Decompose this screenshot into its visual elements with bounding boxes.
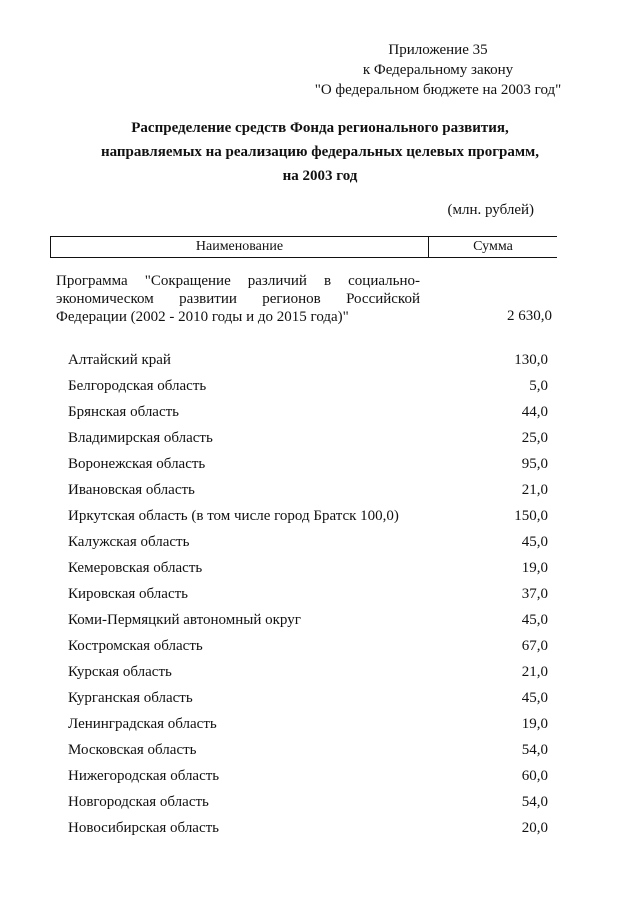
region-name: Алтайский край [68,352,171,368]
header-name: Наименование [51,237,429,257]
region-name: Белгородская область [68,378,207,394]
table-row [0,820,640,840]
table-row [0,664,640,684]
appendix-reference [308,40,568,100]
table-row [0,482,640,502]
region-sum: 67,0 [521,638,548,654]
table-row [0,508,640,528]
region-sum: 19,0 [521,560,548,576]
region-sum: 44,0 [521,404,548,420]
region-sum: 25,0 [521,430,548,446]
table-row [0,768,640,788]
table-row [0,430,640,450]
region-sum: 45,0 [521,534,548,550]
region-sum: 5,0 [529,378,548,394]
region-sum: 130,0 [514,352,548,368]
table-row [0,560,640,580]
region-name: Брянская область [68,404,180,420]
region-sum: 150,0 [514,508,548,524]
region-sum: 54,0 [521,794,548,810]
region-name: Новгородская область [68,794,209,810]
table-row [0,404,640,424]
table-row [0,716,640,736]
unit-label: (млн. рублей) [447,202,534,218]
table-row [0,456,640,476]
region-sum: 54,0 [521,742,548,758]
region-name: Курганская область [68,690,193,706]
appendix-line-3: "О федеральном бюджете на 2003 год" [314,82,562,98]
region-sum: 21,0 [521,482,548,498]
region-name: Коми-Пермяцкий автономный округ [68,612,301,628]
region-sum: 60,0 [521,768,548,784]
region-name: Ивановская область [68,482,195,498]
table-row [0,534,640,554]
table-row [0,794,640,814]
region-name: Костромская область [68,638,203,654]
header-sum: Сумма [473,239,513,254]
region-sum: 95,0 [521,456,548,472]
table-header [50,236,557,258]
table-row [0,638,640,658]
region-name: Нижегородская область [68,768,220,784]
table-row [0,378,640,398]
title-line-3: на 2003 год [282,168,358,184]
region-name: Ленинградская область [68,716,217,732]
region-name: Кировская область [68,586,189,602]
region-name: Владимирская область [68,430,213,446]
table-row [0,742,640,762]
table-row [0,352,640,372]
region-sum: 45,0 [521,690,548,706]
document-title [60,116,580,188]
region-sum: 21,0 [521,664,548,680]
region-name: Кемеровская область [68,560,203,576]
region-sum: 19,0 [521,716,548,732]
table-row [0,586,640,606]
region-sum: 20,0 [521,820,548,836]
region-name: Калужская область [68,534,190,550]
region-sum: 45,0 [521,612,548,628]
region-name: Новосибирская область [68,820,220,836]
appendix-line-1: Приложение 35 [388,42,488,58]
region-name: Иркутская область (в том числе город Братск 100,0) [68,508,399,524]
region-name: Московская область [68,742,197,758]
appendix-line-2: к Федеральному закону [362,62,514,78]
program-sum: 2 630,0 [507,308,552,324]
program-name: Программа "Сокращение различий в социально-экономическом развитии регионов Российской Федерации (2002 - 2010 годы и до 2015 года)" [56,273,420,325]
region-name: Курская область [68,664,172,680]
table-row [0,612,640,632]
region-sum: 37,0 [521,586,548,602]
table-row [0,690,640,710]
title-line-2: направляемых на реализацию федеральных целевых программ, [100,144,540,160]
title-line-1: Распределение средств Фонда регионального развития, [131,120,509,136]
region-name: Воронежская область [68,456,206,472]
